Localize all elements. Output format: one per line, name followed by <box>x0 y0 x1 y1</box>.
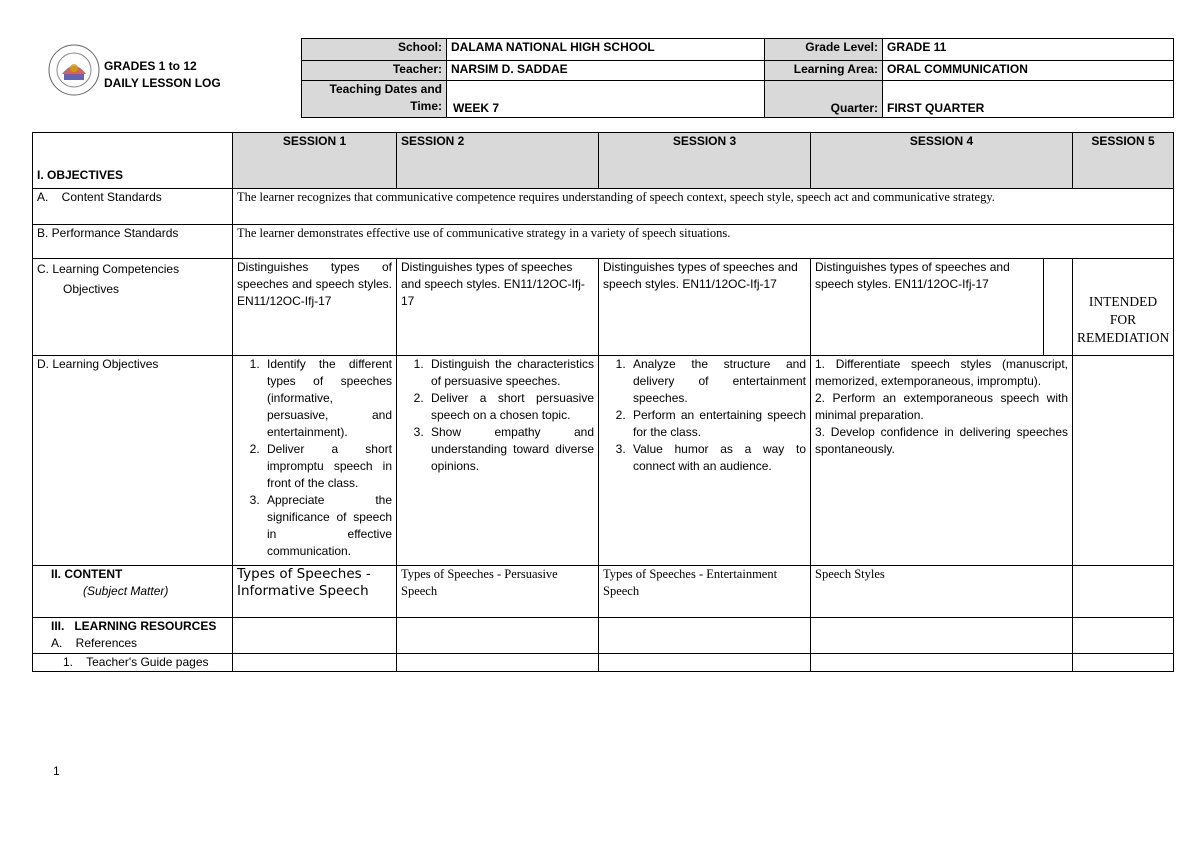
session-4-header: SESSION 4 <box>811 133 1073 189</box>
log-title <box>104 58 221 92</box>
learning-objectives-session-2 <box>397 356 599 566</box>
content-sublabel: (Subject Matter) <box>83 584 169 598</box>
competency-session-4-text: Distinguishes types of speeches and speech styles. EN11/12OC-Ifj-17 <box>811 259 1044 355</box>
content-standards-text: The learner recognizes that communicative competence requires understanding of speech context, speech style, speech act and communicative strategy. <box>233 189 1174 225</box>
session-3-header: SESSION 3 <box>599 133 811 189</box>
learning-objectives-session-1 <box>233 356 397 566</box>
session-5-header: SESSION 5 <box>1073 133 1174 189</box>
school-value: DALAMA NATIONAL HIGH SCHOOL <box>447 39 765 61</box>
competencies-label: C. Learning Competencies Objectives <box>33 259 233 356</box>
content-session-2: Types of Speeches - Persuasive Speech <box>397 566 599 618</box>
lesson-log-table <box>32 132 1174 672</box>
list-item: 2. Deliver a short persuasive speech on a chosen topic. <box>427 390 594 424</box>
list-item: 3. Appreciate the significance of speech in effective communication. <box>263 492 392 560</box>
list-item: 1. Identify the different types of speeches (informative, persuasive, and entertainment). <box>263 356 392 441</box>
content-session-4: Speech Styles <box>811 566 1073 618</box>
objectives-list-session-1 <box>237 356 392 560</box>
list-item: 2. Perform an extemporaneous speech with minimal preparation. <box>815 391 1068 422</box>
resources-session-3 <box>599 618 811 654</box>
teachers-guide-label: 1. Teacher's Guide pages <box>33 654 233 672</box>
resources-session-4 <box>811 618 1073 654</box>
list-item: 2. Perform an entertaining speech for the class. <box>629 407 806 441</box>
area-label: Learning Area: <box>765 61 883 81</box>
content-label: II. CONTENT <box>51 567 123 581</box>
tg-session-1 <box>233 654 397 672</box>
quarter-value: FIRST QUARTER <box>883 81 1174 118</box>
session-1-header: SESSION 1 <box>233 133 397 189</box>
list-item: 2. Deliver a short impromptu speech in front of the class. <box>263 441 392 492</box>
teacher-label: Teacher: <box>302 61 447 81</box>
session-2-header: SESSION 2 <box>397 133 599 189</box>
title-line-2: DAILY LESSON LOG <box>104 76 221 90</box>
tg-session-2 <box>397 654 599 672</box>
content-standards-label: A. Content Standards <box>33 189 233 225</box>
list-item: 3. Develop confidence in delivering speeches spontaneously. <box>815 425 1068 456</box>
learning-objectives-session-5 <box>1073 356 1174 566</box>
page-number: 1 <box>53 764 60 778</box>
objectives-list-session-2 <box>401 356 594 475</box>
objectives-heading: I. OBJECTIVES <box>33 133 233 189</box>
tg-session-5 <box>1073 654 1174 672</box>
references-label: A. References <box>51 636 138 650</box>
resources-label-cell <box>33 618 233 654</box>
dates-value <box>447 81 765 118</box>
competency-session-4-spacer <box>1044 259 1072 355</box>
grade-label: Grade Level: <box>765 39 883 61</box>
competency-session-1: Distinguishes types of speeches and speech styles. EN11/12OC-Ifj-17 <box>233 259 397 356</box>
grade-value: GRADE 11 <box>883 39 1174 61</box>
tg-session-4 <box>811 654 1073 672</box>
content-session-3: Types of Speeches - Entertainment Speech <box>599 566 811 618</box>
learning-objectives-session-3 <box>599 356 811 566</box>
list-item: 1. Distinguish the characteristics of persuasive speeches. <box>427 356 594 390</box>
learning-objectives-label: D. Learning Objectives <box>33 356 233 566</box>
teacher-value: NARSIM D. SADDAE <box>447 61 765 81</box>
learning-objectives-session-4 <box>811 356 1073 566</box>
list-item: 1. Differentiate speech styles (manuscript, memorized, extemporaneous, impromptu). <box>815 357 1068 388</box>
remediation-note: INTENDED FOR REMEDIATION <box>1073 259 1174 356</box>
list-item: 1. Analyze the structure and delivery of entertainment speeches. <box>629 356 806 407</box>
dates-label-line2: Time: <box>410 99 442 113</box>
deped-seal-logo <box>48 44 100 96</box>
header-table <box>301 38 1174 118</box>
content-session-5 <box>1073 566 1174 618</box>
area-value: ORAL COMMUNICATION <box>883 61 1174 81</box>
content-label-cell <box>33 566 233 618</box>
resources-session-1 <box>233 618 397 654</box>
performance-standards-text: The learner demonstrates effective use of communicative strategy in a variety of speech situations. <box>233 225 1174 259</box>
school-label: School: <box>302 39 447 61</box>
list-item: 3. Show empathy and understanding toward diverse opinions. <box>427 424 594 475</box>
title-line-1: GRADES 1 to 12 <box>104 59 197 73</box>
list-item: 3. Value humor as a way to connect with an audience. <box>629 441 806 475</box>
content-session-1: Types of Speeches - Informative Speech <box>233 566 397 618</box>
resources-label: III. LEARNING RESOURCES <box>51 619 217 633</box>
resources-session-2 <box>397 618 599 654</box>
performance-standards-label: B. Performance Standards <box>33 225 233 259</box>
dates-label <box>302 81 447 118</box>
competency-session-4 <box>811 259 1073 356</box>
competency-session-3: Distinguishes types of speeches and speech styles. EN11/12OC-Ifj-17 <box>599 259 811 356</box>
objectives-list-session-3 <box>603 356 806 475</box>
quarter-label: Quarter: <box>765 81 883 118</box>
dates-value-text: WEEK 7 <box>453 101 500 115</box>
dates-label-line1: Teaching Dates and <box>329 82 442 96</box>
competency-session-2: Distinguishes types of speeches and speech styles. EN11/12OC-Ifj-17 <box>397 259 599 356</box>
resources-session-5 <box>1073 618 1174 654</box>
tg-session-3 <box>599 654 811 672</box>
